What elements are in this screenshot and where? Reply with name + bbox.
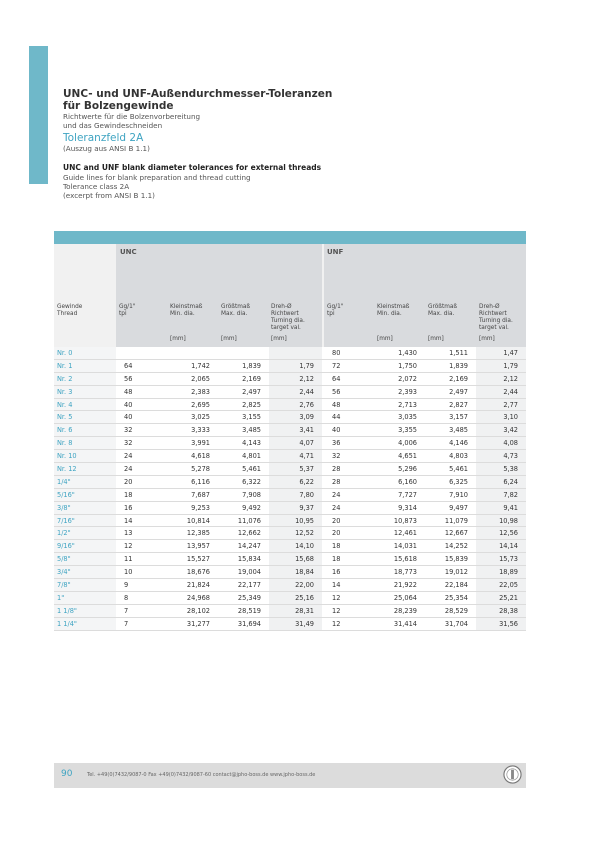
- unc-min-cell: 2,065: [167, 372, 218, 385]
- thread-cell: 5/8": [54, 553, 116, 566]
- unf-tpi-cell: 80: [324, 347, 374, 359]
- unc-min-cell: 2,695: [167, 398, 218, 411]
- unf-turn-cell: 15,73: [476, 553, 526, 566]
- page-heading: [63, 88, 563, 200]
- page-number: 90: [61, 769, 73, 779]
- unf-max-cell: 2,169: [425, 372, 476, 385]
- unc-min-cell: 10,814: [167, 514, 218, 527]
- unf-max-cell: 2,497: [425, 385, 476, 398]
- unf-min-cell: 31,414: [374, 617, 425, 630]
- table-row: [54, 424, 526, 437]
- unc-tpi-cell: 7: [116, 604, 167, 617]
- unf-min-cell: 1,750: [374, 359, 425, 372]
- unf-tpi-cell: 44: [324, 411, 374, 424]
- unf-turn-cell: 25,21: [476, 591, 526, 604]
- subtitle-line1: Richtwerte für die Bolzenvorbereitung: [63, 112, 201, 121]
- unc-turn-cell: 4,07: [269, 437, 322, 450]
- table-top-bar: [54, 231, 526, 244]
- unc-turn-unit: [mm]: [271, 336, 287, 342]
- thread-cell: 7/16": [54, 514, 116, 527]
- page-footer: [54, 763, 526, 788]
- thread-cell: 7/8": [54, 579, 116, 592]
- thread-cell: Nr. 0: [54, 347, 116, 359]
- unc-min-cell: 9,253: [167, 501, 218, 514]
- unc-col-max-header: Größtmaß Max. dia.: [221, 304, 251, 317]
- tolerance-class-de: Toleranzfeld 2A: [63, 132, 144, 144]
- unf-min-cell: 25,064: [374, 591, 425, 604]
- unf-min-cell: 28,239: [374, 604, 425, 617]
- unf-max-cell: 28,529: [425, 604, 476, 617]
- unc-min-cell: 12,385: [167, 527, 218, 540]
- unf-col-max-header: Größtmaß Max. dia.: [428, 304, 458, 317]
- unf-max-cell: 11,079: [425, 514, 476, 527]
- table-row: [54, 398, 526, 411]
- unf-max-cell: 25,354: [425, 591, 476, 604]
- unc-tpi-cell: 16: [116, 501, 167, 514]
- unc-min-cell: 13,957: [167, 540, 218, 553]
- table-row: [54, 604, 526, 617]
- unf-max-cell: 3,157: [425, 411, 476, 424]
- unc-tpi-cell: 40: [116, 398, 167, 411]
- contact-line: Tel. +49(0)7432/9087-0 Fax +49(0)7432/9087-60 contact@jpho-boss.de www.jpho-boss.de: [87, 772, 316, 778]
- unf-min-cell: 2,072: [374, 372, 425, 385]
- unf-turn-cell: 9,41: [476, 501, 526, 514]
- unf-turn-cell: 2,12: [476, 372, 526, 385]
- unc-min-cell: [167, 347, 218, 359]
- unf-min-unit: [mm]: [377, 336, 393, 342]
- unf-turn-cell: 14,14: [476, 540, 526, 553]
- unf-tpi-cell: 28: [324, 463, 374, 476]
- unf-turn-cell: 22,05: [476, 579, 526, 592]
- unc-max-cell: 9,492: [218, 501, 269, 514]
- unc-max-cell: 25,349: [218, 591, 269, 604]
- unf-max-cell: 14,252: [425, 540, 476, 553]
- thread-cell: Nr. 3: [54, 385, 116, 398]
- group-unf-label: UNF: [327, 248, 344, 256]
- unf-min-cell: 7,727: [374, 488, 425, 501]
- unf-max-cell: 5,461: [425, 463, 476, 476]
- unf-turn-cell: 2,44: [476, 385, 526, 398]
- unc-min-cell: 3,333: [167, 424, 218, 437]
- unf-min-cell: 6,160: [374, 475, 425, 488]
- unf-tpi-cell: 18: [324, 540, 374, 553]
- thread-cell: 9/16": [54, 540, 116, 553]
- unc-max-cell: 22,177: [218, 579, 269, 592]
- unf-min-cell: 2,713: [374, 398, 425, 411]
- unf-tpi-cell: 48: [324, 398, 374, 411]
- unf-min-cell: 4,006: [374, 437, 425, 450]
- unc-min-cell: 31,277: [167, 617, 218, 630]
- unf-max-cell: 2,827: [425, 398, 476, 411]
- unf-max-cell: 15,839: [425, 553, 476, 566]
- unc-turn-cell: 2,76: [269, 398, 322, 411]
- unc-turn-cell: 1,79: [269, 359, 322, 372]
- unc-tpi-cell: 8: [116, 591, 167, 604]
- table-row: [54, 566, 526, 579]
- unc-tpi-cell: 9: [116, 579, 167, 592]
- table-row: [54, 411, 526, 424]
- table-row: [54, 463, 526, 476]
- unf-col-min-header: Kleinstmaß Min. dia.: [377, 304, 410, 317]
- unc-turn-cell: 4,71: [269, 450, 322, 463]
- page-title-line1: UNC- und UNF-Außendurchmesser-Toleranzen: [63, 88, 333, 100]
- english-line1: Guide lines for blank preparation and thread cutting: [63, 173, 251, 182]
- unc-max-cell: 15,834: [218, 553, 269, 566]
- unc-tpi-cell: 18: [116, 488, 167, 501]
- table-row: [54, 617, 526, 630]
- unf-col-tpi-header: Gg/1" tpi: [327, 304, 344, 317]
- unf-tpi-cell: 28: [324, 475, 374, 488]
- table-row: [54, 591, 526, 604]
- unf-max-cell: 6,325: [425, 475, 476, 488]
- unc-turn-cell: 2,44: [269, 385, 322, 398]
- unc-turn-cell: 25,16: [269, 591, 322, 604]
- thread-cell: 3/8": [54, 501, 116, 514]
- unf-tpi-cell: 12: [324, 591, 374, 604]
- unf-turn-cell: 4,73: [476, 450, 526, 463]
- unc-tpi-cell: 24: [116, 450, 167, 463]
- unf-turn-cell: 1,79: [476, 359, 526, 372]
- page-title-line2: für Bolzengewinde: [63, 100, 174, 112]
- unf-max-cell: 3,485: [425, 424, 476, 437]
- unc-turn-cell: [269, 347, 322, 359]
- unc-turn-cell: 28,31: [269, 604, 322, 617]
- unc-tpi-cell: 20: [116, 475, 167, 488]
- unf-max-cell: 7,910: [425, 488, 476, 501]
- unc-max-cell: 2,497: [218, 385, 269, 398]
- unf-turn-cell: 2,77: [476, 398, 526, 411]
- data-table: [54, 347, 526, 631]
- unc-turn-cell: 10,95: [269, 514, 322, 527]
- unc-tpi-cell: 64: [116, 359, 167, 372]
- unf-tpi-cell: 72: [324, 359, 374, 372]
- english-line3: (excerpt from ANSI B 1.1): [63, 191, 155, 200]
- unc-min-cell: 28,102: [167, 604, 218, 617]
- unf-tpi-cell: 20: [324, 514, 374, 527]
- unc-min-cell: 5,278: [167, 463, 218, 476]
- unf-max-cell: 1,511: [425, 347, 476, 359]
- unc-max-cell: 6,322: [218, 475, 269, 488]
- unf-min-cell: 3,355: [374, 424, 425, 437]
- thread-cell: 3/4": [54, 566, 116, 579]
- col-thread-header: Gewinde Thread: [57, 304, 83, 317]
- unc-max-cell: 4,801: [218, 450, 269, 463]
- unf-turn-cell: 12,56: [476, 527, 526, 540]
- unf-min-cell: 2,393: [374, 385, 425, 398]
- unf-tpi-cell: 32: [324, 450, 374, 463]
- unc-turn-cell: 14,10: [269, 540, 322, 553]
- unc-min-cell: 24,968: [167, 591, 218, 604]
- unc-turn-cell: 6,22: [269, 475, 322, 488]
- thread-cell: 1 1/8": [54, 604, 116, 617]
- company-logo-icon: [503, 765, 522, 784]
- unf-col-turn-header: Dreh-Ø Richtwert Turning dia. target val.: [479, 304, 513, 331]
- unc-tpi-cell: 40: [116, 411, 167, 424]
- unc-max-cell: 12,662: [218, 527, 269, 540]
- unc-min-unit: [mm]: [170, 336, 186, 342]
- english-title: UNC and UNF blank diameter tolerances for external threads: [63, 163, 322, 172]
- subtitle-line2: und das Gewindeschneiden: [63, 121, 163, 130]
- unf-turn-cell: 1,47: [476, 347, 526, 359]
- unc-turn-cell: 22,00: [269, 579, 322, 592]
- thread-cell: Nr. 6: [54, 424, 116, 437]
- unf-max-cell: 4,146: [425, 437, 476, 450]
- thread-cell: Nr. 5: [54, 411, 116, 424]
- unc-max-cell: 19,004: [218, 566, 269, 579]
- unc-tpi-cell: 48: [116, 385, 167, 398]
- unf-turn-cell: 18,89: [476, 566, 526, 579]
- unc-max-cell: 3,155: [218, 411, 269, 424]
- unf-max-cell: 22,184: [425, 579, 476, 592]
- unf-turn-cell: 7,82: [476, 488, 526, 501]
- unf-tpi-cell: 40: [324, 424, 374, 437]
- unf-turn-cell: 3,10: [476, 411, 526, 424]
- table-row: [54, 359, 526, 372]
- unf-turn-cell: 31,56: [476, 617, 526, 630]
- unc-min-cell: 3,025: [167, 411, 218, 424]
- unc-min-cell: 18,676: [167, 566, 218, 579]
- unf-tpi-cell: 24: [324, 501, 374, 514]
- unc-tpi-cell: 7: [116, 617, 167, 630]
- unf-min-cell: 3,035: [374, 411, 425, 424]
- unf-min-cell: 10,873: [374, 514, 425, 527]
- unf-min-cell: 4,651: [374, 450, 425, 463]
- unf-min-cell: 18,773: [374, 566, 425, 579]
- thread-cell: 1 1/4": [54, 617, 116, 630]
- unf-tpi-cell: 12: [324, 604, 374, 617]
- unf-turn-cell: 10,98: [476, 514, 526, 527]
- unc-max-cell: 5,461: [218, 463, 269, 476]
- thread-cell: Nr. 4: [54, 398, 116, 411]
- thread-cell: Nr. 8: [54, 437, 116, 450]
- thread-cell: 5/16": [54, 488, 116, 501]
- thread-cell: Nr. 12: [54, 463, 116, 476]
- unc-min-cell: 2,383: [167, 385, 218, 398]
- unc-turn-cell: 5,37: [269, 463, 322, 476]
- unc-turn-cell: 15,68: [269, 553, 322, 566]
- unf-min-cell: 9,314: [374, 501, 425, 514]
- english-heading: [63, 163, 563, 200]
- unf-tpi-cell: 64: [324, 372, 374, 385]
- unf-tpi-cell: 36: [324, 437, 374, 450]
- unc-max-cell: 4,143: [218, 437, 269, 450]
- unc-max-cell: 3,485: [218, 424, 269, 437]
- unc-min-cell: 1,742: [167, 359, 218, 372]
- thread-cell: Nr. 1: [54, 359, 116, 372]
- unc-tpi-cell: 13: [116, 527, 167, 540]
- unf-max-cell: 12,667: [425, 527, 476, 540]
- unc-tpi-cell: 56: [116, 372, 167, 385]
- unc-turn-cell: 9,37: [269, 501, 322, 514]
- unc-turn-cell: 12,52: [269, 527, 322, 540]
- unf-turn-cell: 28,38: [476, 604, 526, 617]
- table-row: [54, 475, 526, 488]
- group-unc-label: UNC: [120, 248, 137, 256]
- unc-tpi-cell: 11: [116, 553, 167, 566]
- tolerance-table: [54, 231, 526, 631]
- unc-min-cell: 7,687: [167, 488, 218, 501]
- excerpt-de: (Auszug aus ANSI B 1.1): [63, 144, 150, 153]
- table-header: [54, 244, 526, 347]
- unf-min-cell: 15,618: [374, 553, 425, 566]
- english-line2: Tolerance class 2A: [63, 182, 130, 191]
- table-row: [54, 553, 526, 566]
- unf-min-cell: 21,922: [374, 579, 425, 592]
- unf-max-cell: 9,497: [425, 501, 476, 514]
- unf-min-cell: 5,296: [374, 463, 425, 476]
- unc-turn-cell: 3,09: [269, 411, 322, 424]
- table-row: [54, 579, 526, 592]
- table-row: [54, 488, 526, 501]
- unf-min-cell: 14,031: [374, 540, 425, 553]
- table-row: [54, 372, 526, 385]
- unf-min-cell: 1,430: [374, 347, 425, 359]
- unc-max-cell: 1,839: [218, 359, 269, 372]
- unf-max-cell: 19,012: [425, 566, 476, 579]
- unc-max-cell: 11,076: [218, 514, 269, 527]
- unc-turn-cell: 3,41: [269, 424, 322, 437]
- unc-min-cell: 3,991: [167, 437, 218, 450]
- side-tab-marker: [29, 46, 48, 184]
- unf-turn-cell: 4,08: [476, 437, 526, 450]
- unc-max-cell: 7,908: [218, 488, 269, 501]
- unf-min-cell: 12,461: [374, 527, 425, 540]
- unc-col-min-header: Kleinstmaß Min. dia.: [170, 304, 203, 317]
- unf-max-unit: [mm]: [428, 336, 444, 342]
- unf-turn-cell: 5,38: [476, 463, 526, 476]
- unc-max-cell: 28,519: [218, 604, 269, 617]
- table-row: [54, 450, 526, 463]
- thread-cell: 1/2": [54, 527, 116, 540]
- unf-tpi-cell: 18: [324, 553, 374, 566]
- unc-min-cell: 6,116: [167, 475, 218, 488]
- unc-tpi-cell: 10: [116, 566, 167, 579]
- unc-turn-cell: 2,12: [269, 372, 322, 385]
- unc-min-cell: 4,618: [167, 450, 218, 463]
- table-row: [54, 527, 526, 540]
- thread-cell: 1/4": [54, 475, 116, 488]
- unc-min-cell: 21,824: [167, 579, 218, 592]
- unc-tpi-cell: 24: [116, 463, 167, 476]
- table-row: [54, 501, 526, 514]
- unc-max-cell: 31,694: [218, 617, 269, 630]
- thread-cell: Nr. 2: [54, 372, 116, 385]
- unc-max-cell: 2,825: [218, 398, 269, 411]
- unc-max-cell: 2,169: [218, 372, 269, 385]
- unf-max-cell: 31,704: [425, 617, 476, 630]
- unc-turn-cell: 18,84: [269, 566, 322, 579]
- unf-turn-cell: 3,42: [476, 424, 526, 437]
- unc-tpi-cell: 32: [116, 424, 167, 437]
- unc-tpi-cell: 14: [116, 514, 167, 527]
- thread-cell: 1": [54, 591, 116, 604]
- unf-max-cell: 1,839: [425, 359, 476, 372]
- table-row: [54, 385, 526, 398]
- unc-max-unit: [mm]: [221, 336, 237, 342]
- table-row: [54, 540, 526, 553]
- unc-min-cell: 15,527: [167, 553, 218, 566]
- thread-cell: Nr. 10: [54, 450, 116, 463]
- unf-tpi-cell: 56: [324, 385, 374, 398]
- unf-max-cell: 4,803: [425, 450, 476, 463]
- table-row: [54, 514, 526, 527]
- unf-turn-unit: [mm]: [479, 336, 495, 342]
- unc-turn-cell: 31,49: [269, 617, 322, 630]
- unc-col-tpi-header: Gg/1" tpi: [119, 304, 136, 317]
- unc-tpi-cell: [116, 347, 167, 359]
- unc-col-turn-header: Dreh-Ø Richtwert Turning dia. target val.: [271, 304, 305, 331]
- unf-tpi-cell: 24: [324, 488, 374, 501]
- unf-tpi-cell: 12: [324, 617, 374, 630]
- unc-tpi-cell: 12: [116, 540, 167, 553]
- unf-tpi-cell: 20: [324, 527, 374, 540]
- table-row: [54, 437, 526, 450]
- unf-turn-cell: 6,24: [476, 475, 526, 488]
- unc-turn-cell: 7,80: [269, 488, 322, 501]
- unf-tpi-cell: 14: [324, 579, 374, 592]
- unc-tpi-cell: 32: [116, 437, 167, 450]
- table-row: [54, 347, 526, 359]
- unc-max-cell: 14,247: [218, 540, 269, 553]
- unf-tpi-cell: 16: [324, 566, 374, 579]
- unc-max-cell: [218, 347, 269, 359]
